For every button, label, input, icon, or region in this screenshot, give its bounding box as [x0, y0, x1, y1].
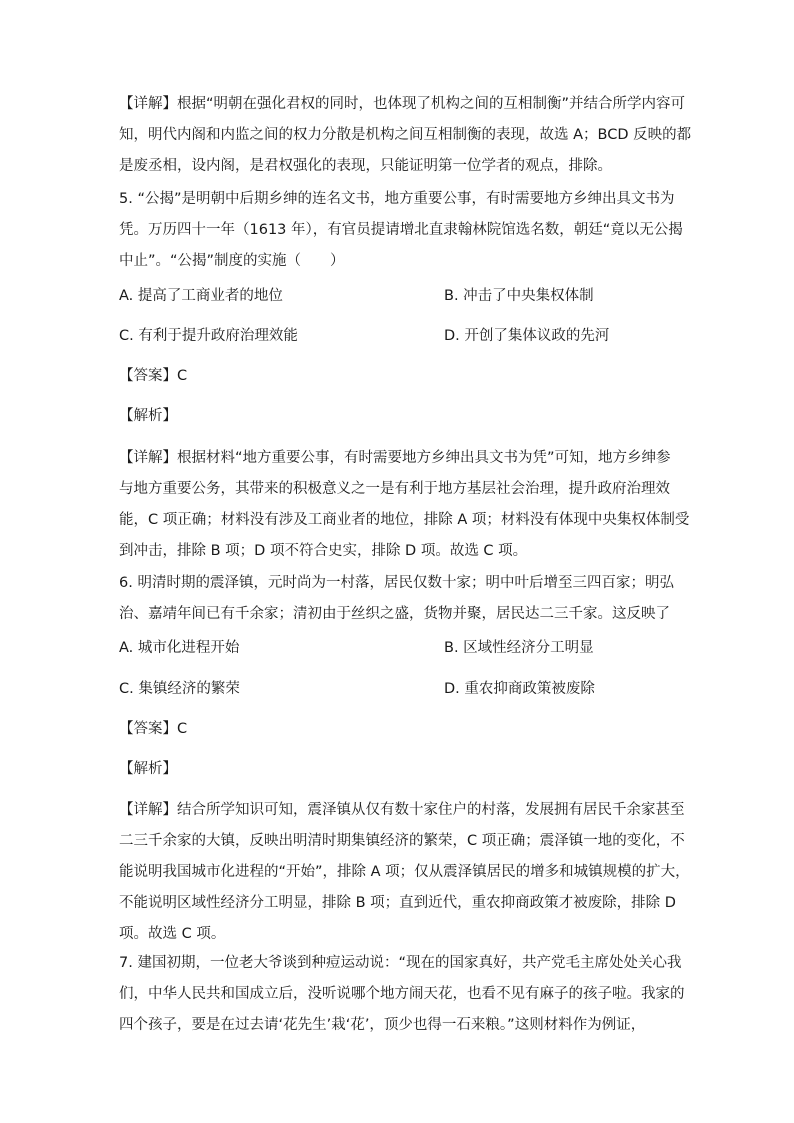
text-line: 治、嘉靖年间已有千余家；清初由于丝织之盛，货物并聚，居民达二三千家。这反映了 — [119, 606, 670, 622]
text-line: 不能说明区域性经济分工明显，排除 B 项；直到近代，重农抑商政策才被废除，排除 D — [119, 895, 676, 911]
q6-analysis-label: 【解析】 — [119, 761, 177, 777]
text-line: 是废丞相，设内阁，是君权强化的表现，只能证明第一位学者的观点，排除。 — [119, 158, 612, 174]
text-line: 知，明代内阁和内监之间的权力分散是机构之间互相制衡的表现，故选 A；BCD 反映的都 — [119, 127, 692, 143]
text-line: 项。故选 C 项。 — [119, 926, 226, 942]
q5-analysis-label: 【解析】 — [119, 408, 177, 424]
q5-detail — [119, 443, 690, 567]
text-line: 与地方重要公务，其带来的积极意义之一是有利于地方基层社会治理，提升政府治理效 — [119, 481, 670, 497]
text-line: 四个孩子，要是在过去请‘花先生’栽‘花’，顶少也得一石来粮。”这则材料作为例证， — [119, 1017, 646, 1033]
q5-answer: 【答案】C — [119, 368, 188, 384]
text-line: 【详解】根据“明朝在强化君权的同时，也体现了机构之间的互相制衡”并结合所学内容可 — [119, 96, 686, 112]
q6-answer: 【答案】C — [119, 721, 188, 737]
text-line: 们，中华人民共和国成立后，没听说哪个地方闹天花，也看不见有麻子的孩子啦。我家的 — [119, 986, 685, 1002]
text-line: 【详解】结合所学知识可知，震泽镇从仅有数十家住户的村落，发展拥有居民千余家甚至 — [119, 802, 685, 818]
text-line: 7. 建国初期，一位老大爷谈到种痘运动说：“现在的国家真好，共产党毛主席处处关心我 — [119, 955, 682, 971]
question-7-stem — [119, 948, 685, 1041]
text-line: 到冲击，排除 B 项；D 项不符合史实，排除 D 项。故选 C 项。 — [119, 543, 528, 559]
text-line: 中止”。“公揭”制度的实施（ ） — [119, 253, 345, 269]
prev-explanation — [119, 89, 692, 182]
text-line: 5. “公揭”是明朝中后期乡绅的连名文书，地方重要公事，有时需要地方乡绅出具文书为 — [119, 191, 675, 207]
text-line: 能说明我国城市化进程的“开始”，排除 A 项；仅从震泽镇居民的增多和城镇规模的扩大， — [119, 864, 690, 880]
question-5-stem — [119, 184, 683, 277]
q6-option-d: D. 重农抑商政策被废除 — [444, 681, 595, 697]
text-line: 6. 明清时期的震泽镇，元时尚为一村落，居民仅数十家；明中叶后增至三四百家；明弘 — [119, 575, 674, 591]
q6-option-a: A. 城市化进程开始 — [119, 640, 240, 656]
text-line: 能，C 项正确；材料没有涉及工商业者的地位，排除 A 项；材料没有体现中央集权体制受 — [119, 512, 690, 528]
q6-option-b: B. 区域性经济分工明显 — [444, 640, 594, 656]
text-line: 凭。万历四十一年（1613 年），有官员提请增北直隶翰林院馆选名数，朝廷“竟以无公揭 — [119, 222, 683, 238]
question-6-stem — [119, 568, 674, 630]
q6-option-c: C. 集镇经济的繁荣 — [119, 681, 240, 697]
q5-option-d: D. 开创了集体议政的先河 — [444, 328, 610, 344]
text-line: 【详解】根据材料“地方重要公事，有时需要地方乡绅出具文书为凭”可知，地方乡绅参 — [119, 450, 671, 466]
text-line: 二三千余家的大镇，反映出明清时期集镇经济的繁荣，C 项正确；震泽镇一地的变化，不 — [119, 833, 685, 849]
q5-option-c: C. 有利于提升政府治理效能 — [119, 328, 298, 344]
q5-option-b: B. 冲击了中央集权体制 — [444, 288, 594, 304]
q5-option-a: A. 提高了工商业者的地位 — [119, 288, 283, 304]
q6-detail — [119, 795, 690, 950]
